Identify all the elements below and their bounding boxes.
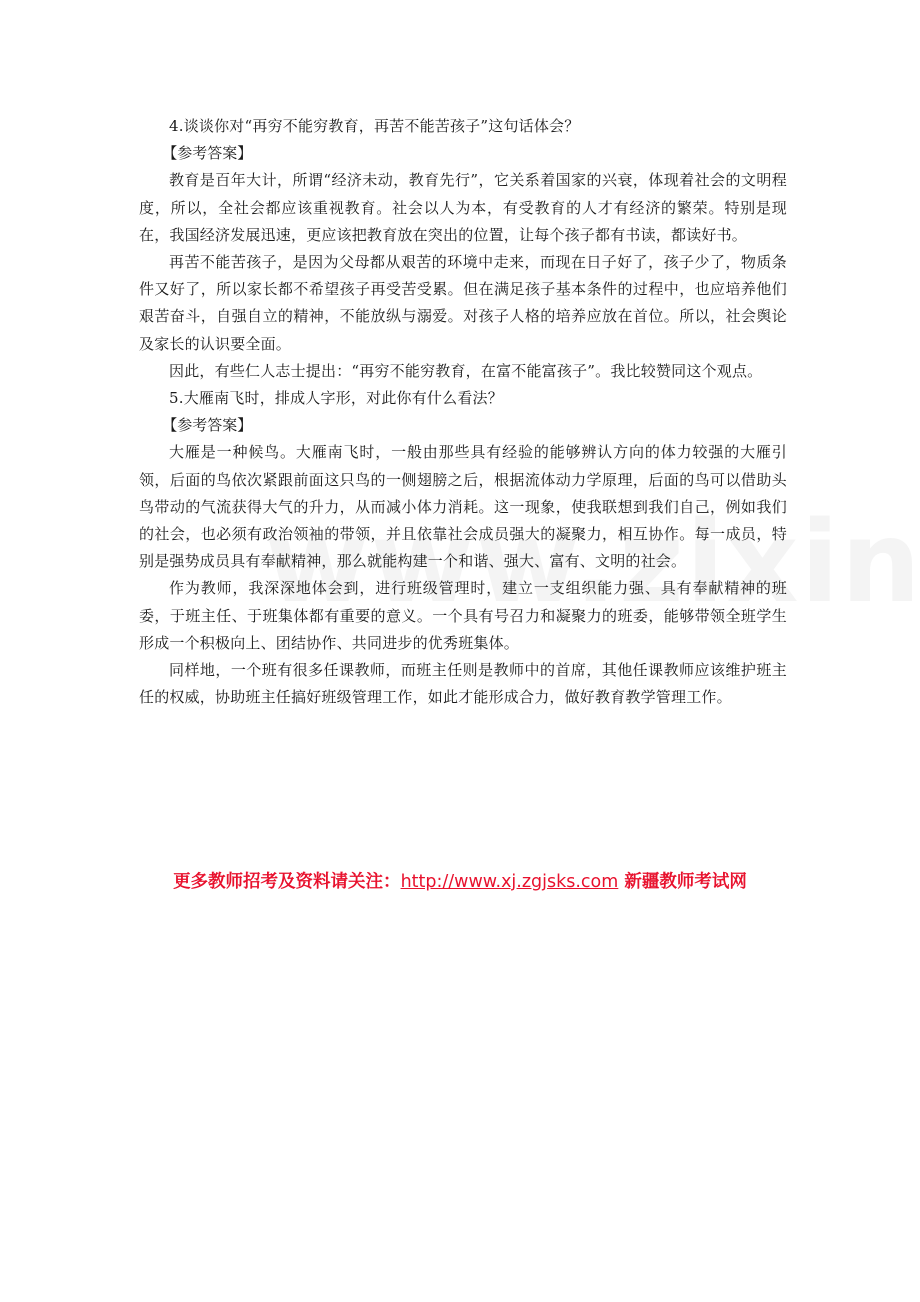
answer-label-5: 【参考答案】 <box>162 416 253 435</box>
question-4: 4.谈谈你对“再穷不能穷教育，再苦不能苦孩子”这句话体会？ <box>169 117 580 135</box>
answer-4-paragraph-3: 因此，有些仁人志士提出：“再穷不能穷教育，在富不能富孩子”。我比较赞同这个观点。 <box>169 361 763 380</box>
question-5: 5.大雁南飞时，排成人字形，对此你有什么看法？ <box>169 389 503 408</box>
answer-5-paragraph-2: 作为教师，我深深地体会到，进行班级管理时，建立一支组织能力强、具有奉献精神的班委，于班主任、于班集体都有重要的意义。一个具有号召力和凝聚力的班委，能够带领全班学生形成一个积极向上、团结协作、共同进步的优秀班集体。 <box>139 579 787 652</box>
answer-5-paragraph-1: 大雁是一种候鸟。大雁南飞时，一般由那些具有经验的能够辨认方向的体力较强的大雁引领，后面的鸟依次紧跟前面这只鸟的一侧翅膀之后，根据流体动力学原理，后面的鸟可以借助头鸟带动的气流获得大气的升力，从而减小体力消耗。这一现象，使我联想到我们自己，例如我们的社会，也必须有政治领袖的带领，并且依靠社会成员强大的凝聚力，相互协作。每一成员，特别是强势成员具有奉献精神，那么就能构建一个和谐、强大、富有、文明的社会。 <box>139 443 787 571</box>
footer-promo <box>0 868 920 893</box>
answer-label-4: 【参考答案】 <box>162 144 253 163</box>
document-body <box>139 113 787 711</box>
footer-prefix: 更多教师招考及资料请关注： <box>173 872 401 892</box>
footer-link[interactable]: http://www.xj.zgjsks.com <box>400 872 619 892</box>
question-block-4 <box>139 113 787 385</box>
answer-5-paragraph-3: 同样地，一个班有很多任课教师，而班主任则是教师中的首席，其他任课教师应该维护班主任的权威，协助班主任搞好班级管理工作，如此才能形成合力，做好教育教学管理工作。 <box>139 661 787 707</box>
answer-4-paragraph-1: 教育是百年大计，所谓“经济未动，教育先行”，它关系着国家的兴衰，体现着社会的文明程度，所以，全社会都应该重视教育。社会以人为本，有受教育的人才有经济的繁荣。特别是现在，我国经济发展迅速，更应该把教育放在突出的位置，让每个孩子都有书读，都读好书。 <box>139 171 787 244</box>
answer-4-paragraph-2: 再苦不能苦孩子，是因为父母都从艰苦的环境中走来，而现在日子好了，孩子少了，物质条件又好了，所以家长都不希望孩子再受苦受累。但在满足孩子基本条件的过程中，也应培养他们艰苦奋斗，自强自立的精神，不能放纵与溺爱。对孩子人格的培养应放在首位。所以，社会舆论及家长的认识要全面。 <box>139 253 787 353</box>
footer-site-name: 新疆教师考试网 <box>618 872 747 892</box>
question-block-5 <box>139 385 787 711</box>
